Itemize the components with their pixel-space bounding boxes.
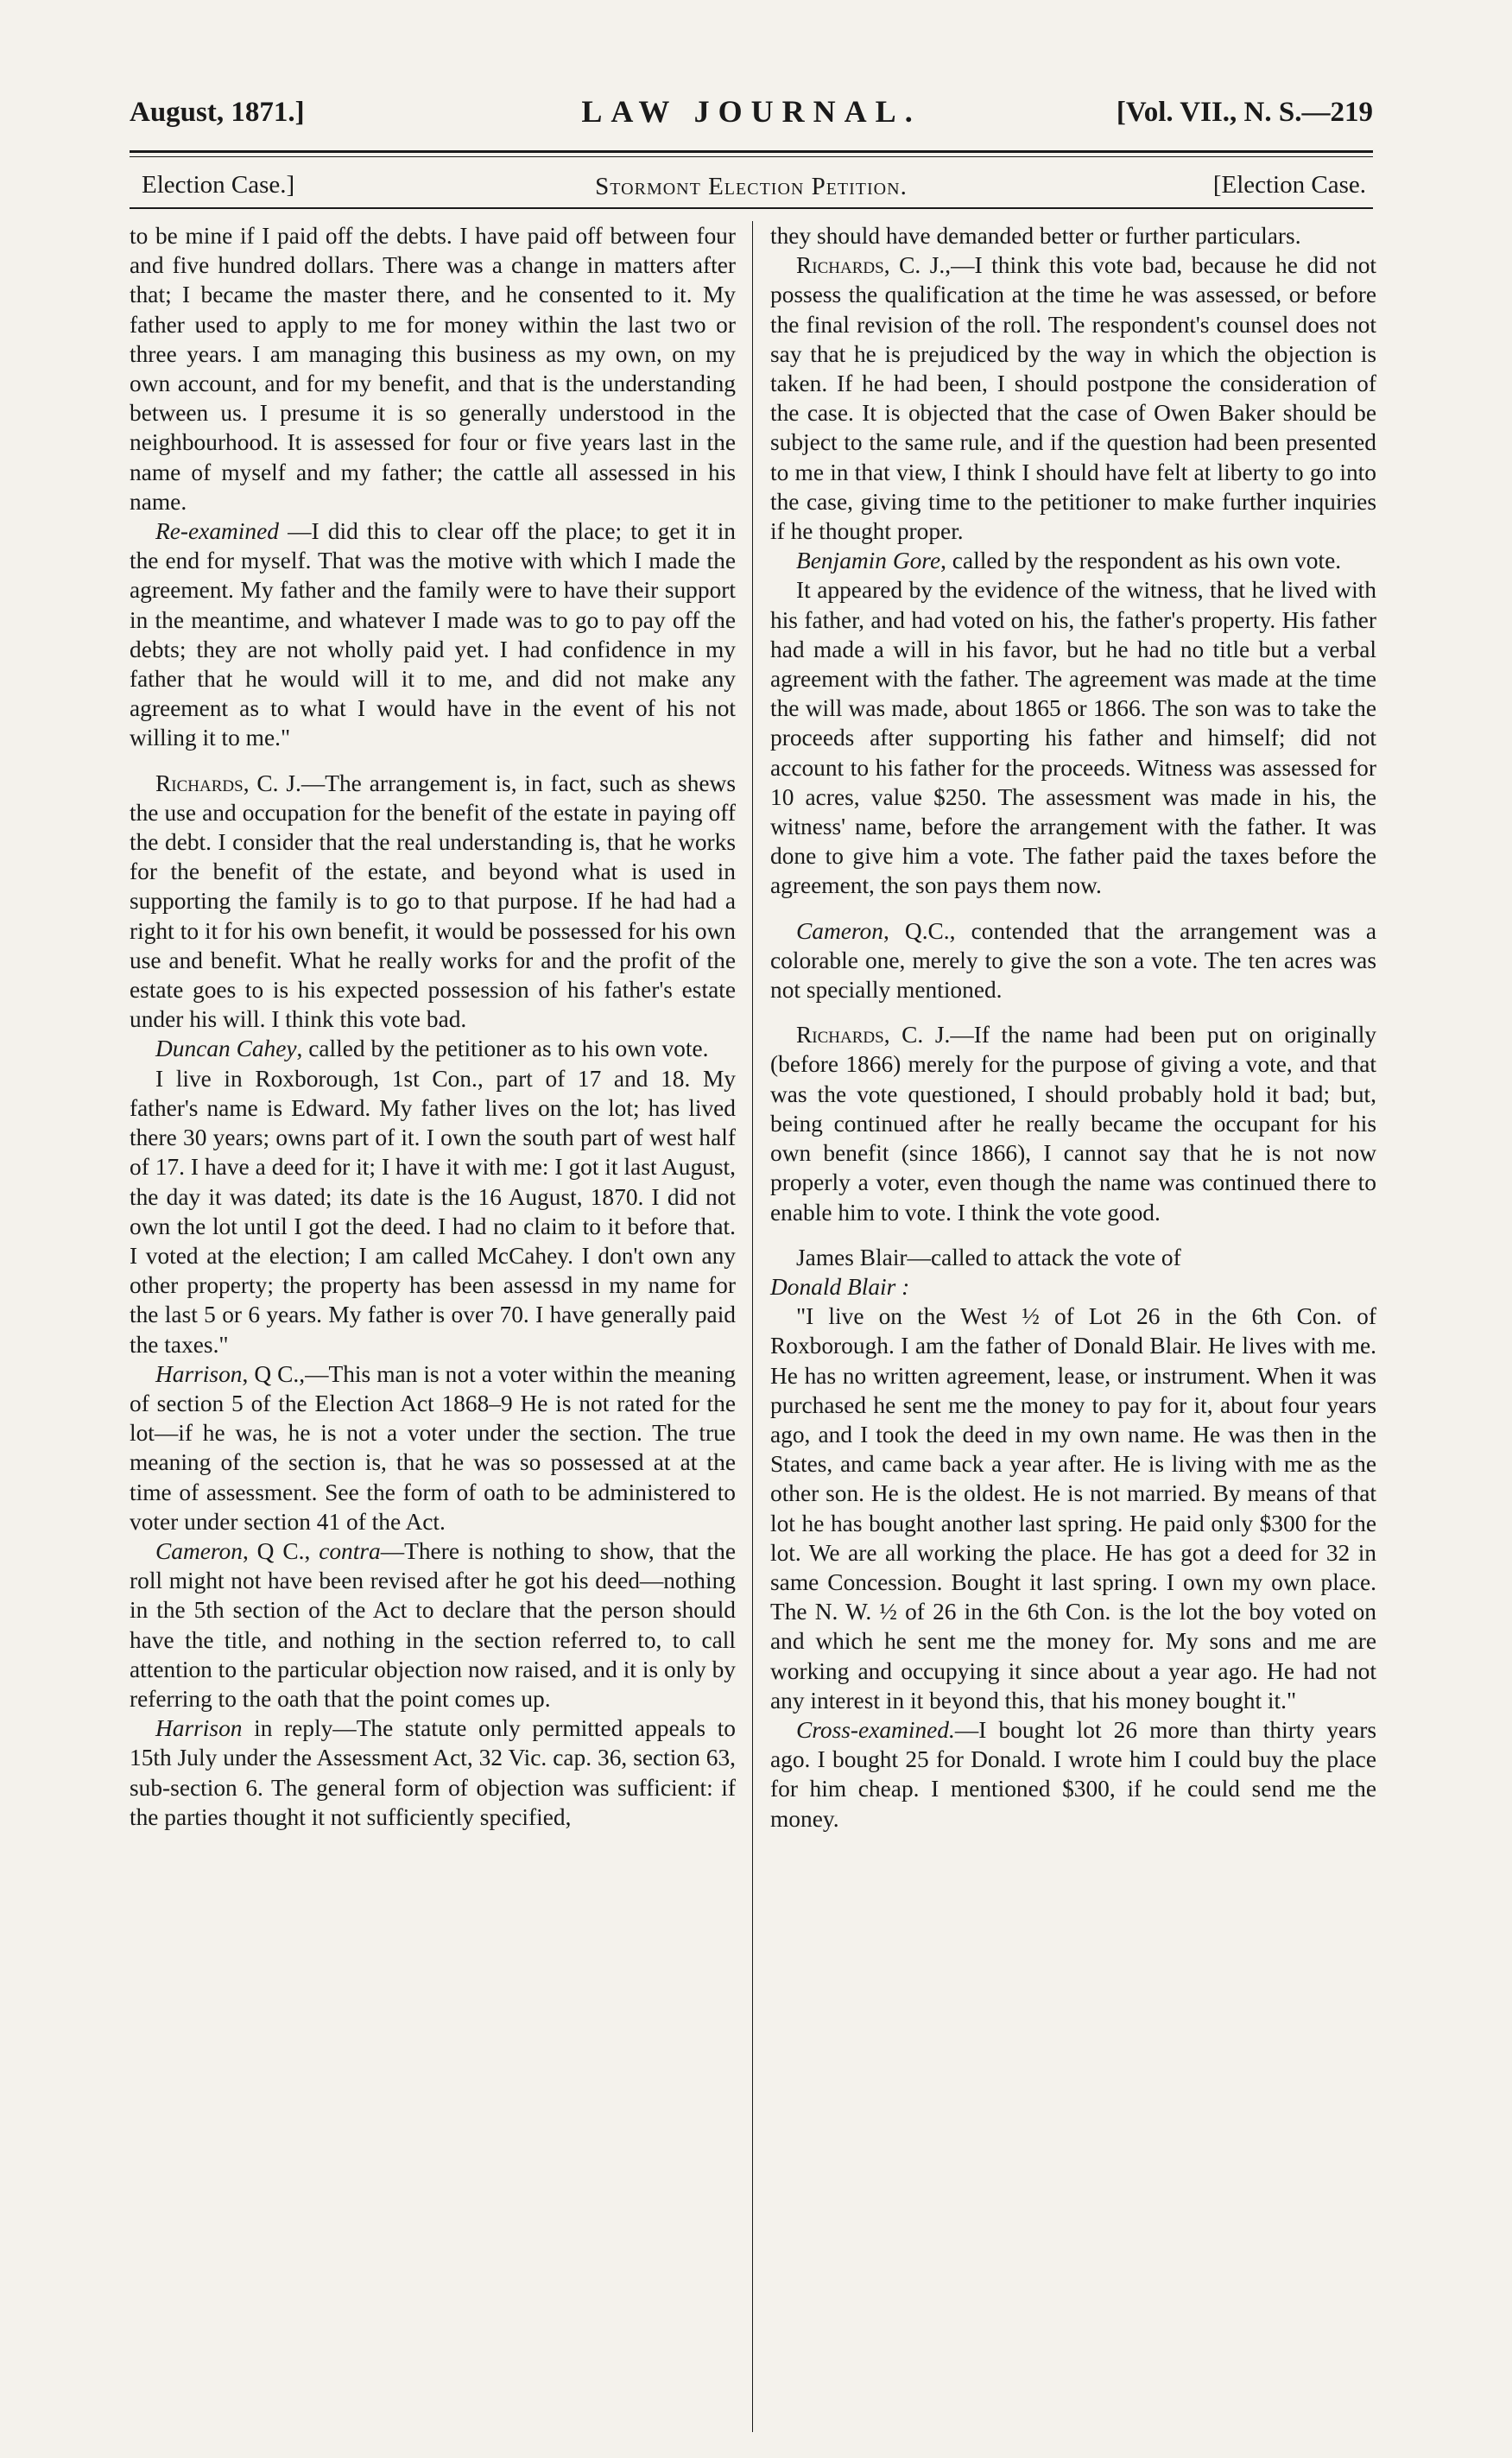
paragraph xyxy=(130,1714,736,1832)
paragraph-text: —I bought lot 26 more than thirty years ago. I bought 25 for Donald. I wrote him I could buy the place for him cheap. I mentioned $300, if he could send me the money. xyxy=(770,1716,1376,1832)
speaker-name: Cross-examined. xyxy=(796,1716,955,1743)
paragraph xyxy=(770,1243,1376,1272)
paragraph xyxy=(130,769,736,1035)
volume-page: [Vol. VII., N. S.—219 xyxy=(1116,97,1373,128)
paragraph xyxy=(770,221,1376,250)
paragraph-text: I live in Roxborough, 1st Con., part of 17 and 18. My father's name is Edward. My father lives on the lot; has lived there 30 years; owns part of it. I own the south part of west half of 17. I have a deed for it; I have it with me: I got it last August, the day it was dated; its date is the 16 August, 1870. I did not own the lot until I got the deed. I had no claim to it before that. I voted at the election; I am called McCahey. I don't own any other property; the property has been assessd in my name for the last 5 or 6 years. My father is over 70. I have generally paid the taxes." xyxy=(130,1065,736,1358)
paragraph-text: , called by the respondent as his own vote. xyxy=(940,548,1342,574)
paragraph-text: to be mine if I paid off the debts. I have paid off between four and five hundred dollars. There was a change in matters after that; I became the master there, and he consented to it. My father used to apply to me for money within the last two or three years. I am managing this business as my own, on my own account, and for my benefit, and that is the understanding between us. I presume it is so generally understood in the neighbourhood. It is assessed for four or five years last in the name of myself and my father; the cattle all assessed in his name. xyxy=(130,223,736,515)
right-column xyxy=(770,221,1376,1834)
paragraph-text: "I live on the West ½ of Lot 26 in the 6th Con. of Roxborough. I am the father of Donald Blair. He lives with me. He has no written agreement, lease, or instrument. When it was purchased he sent me the money to pay for it, about four years ago, and I took the deed in my own name. He was then in the States, and came back a year after. He is living with me as the other son. He is the oldest. He is not married. By means of that lot he has bought another last spring. He paid only $300 for the lot. We are all working the place. He has got a deed for 32 in same Concession. Bought it last spring. I own my own place. The N. W. ½ of 26 in the 6th Con. is the lot the boy voted on and which he sent me the money for. My sons and me are working and occupying it since about a year ago. He had not any interest in it beyond this, that his money bought it." xyxy=(770,1303,1376,1714)
left-column xyxy=(130,221,736,1832)
speaker-name: Re-examined xyxy=(155,518,279,545)
section-right: [Election Case. xyxy=(1212,171,1366,199)
paragraph xyxy=(770,575,1376,900)
issue-date: August, 1871.] xyxy=(130,97,305,128)
paragraph xyxy=(770,1272,1376,1302)
speaker-name: Richards xyxy=(796,252,884,279)
paragraph-text: , C. J.,—I think this vote bad, because he did not possess the qualification at the time he was assessed, or before the final revision of the roll. The respondent's counsel does not say that he is prejudiced by the way in which the objection is taken. If he had been, I should postpone the consideration of the case. It is objected that the case of Owen Baker should be subject to the same rule, and if the question had been presented to me in that view, I think I should have felt at liberty to go into the case, giving time to the petitioner to make further inquiries if he thought proper. xyxy=(770,252,1376,545)
speaker-role: contra xyxy=(319,1537,381,1564)
header-rule-thin xyxy=(130,156,1373,157)
paragraph xyxy=(130,1536,736,1714)
running-header xyxy=(130,93,1373,138)
paragraph xyxy=(770,1020,1376,1226)
speaker-name: Harrison xyxy=(155,1360,243,1387)
paragraph-text: , called by the petitioner as to his own vote. xyxy=(296,1036,709,1062)
speaker-name: Donald Blair : xyxy=(770,1273,910,1300)
paragraph-text: , Q.C., contended that the arrangement was a colorable one, merely to give the son a vote. The ten acres was not specially mentioned. xyxy=(770,917,1376,1004)
journal-title: LAW JOURNAL. xyxy=(581,94,921,129)
case-header-rule xyxy=(130,207,1373,209)
paragraph xyxy=(770,250,1376,546)
paragraph-text: It appeared by the evidence of the witness, that he lived with his father, and had voted on his, the father's property. His father had made a will in his favor, but he had no title but a verbal agreement with the father. The agreement was made at the time the will was made, about 1865 or 1866. The son was to take the proceeds after supporting his father and himself; did not account to his father for the proceeds. Witness was assessed for 10 acres, value $250. The assessment was made in his, the witness' name, before the arrangement with the father. It was done to give him a vote. The father paid the taxes before the agreement, the son pays them now. xyxy=(770,577,1376,899)
paragraph xyxy=(770,1715,1376,1834)
paragraph-text: they should have demanded better or further particulars. xyxy=(770,223,1301,249)
paragraph-text: —There is nothing to show, that the roll might not have been revised after he got his deed—nothing in the 5th section of the Act to declare that the person should have the title, and nothing in the section referred to, to call attention to the particular objection now raised, and it is only by referring to the oath that the point comes up. xyxy=(130,1537,737,1712)
speaker-title: , Q C., xyxy=(242,1537,319,1564)
paragraph xyxy=(770,1302,1376,1715)
paragraph-text: , C. J.—If the name had been put on originally (before 1866) merely for the purpose of giving a vote, and that was the vote questioned, I should probably hold it bad; but, being continued after he really became the occupant for his own benefit (since 1866), I cannot say that he is not now properly a voter, even though the name was continued there to enable him to vote. I think the vote good. xyxy=(770,1022,1376,1226)
paragraph-text: in reply—The statute only permitted appeals to 15th July under the Assessment Act, 32 Vic. cap. 36, section 63, sub-section 6. The general form of objection was sufficient: if the parties thought it not sufficiently specified, xyxy=(130,1715,736,1830)
text-columns xyxy=(130,221,1376,2449)
case-title: Stormont Election Petition. xyxy=(595,173,908,200)
paragraph-text: , Q C.,—This man is not a voter within the meaning of section 5 of the Election Act 1868–9 He is not rated for the lot—if he was, he is not a voter under the section. The true meaning of the section is, that he was so possessed at at the time of assessment. See the form of oath to be administered to voter under section 41 of the Act. xyxy=(130,1360,736,1535)
paragraph xyxy=(130,1064,736,1359)
paragraph-text: —I did this to clear off the place; to get it in the end for myself. That was the motive with which I made the agreement. My father and the family were to have their support in the meantime, and whatever I made was to go to pay off the debts; they are not wholly paid yet. I had confidence in my father that he would will it to me, and did not make any agreement as to what I would have in the event of his not willing it to me." xyxy=(130,518,736,751)
paragraph-text: James Blair—called to attack the vote of xyxy=(796,1244,1181,1270)
paragraph xyxy=(130,1034,736,1063)
section-left: Election Case.] xyxy=(142,171,295,199)
paragraph xyxy=(130,221,736,516)
journal-page xyxy=(130,93,1376,2449)
speaker-name: Cameron xyxy=(155,1537,243,1564)
speaker-name: Duncan Cahey xyxy=(155,1036,297,1062)
speaker-name: Richards xyxy=(155,770,244,796)
speaker-name: Benjamin Gore xyxy=(796,548,941,574)
case-header xyxy=(130,164,1373,206)
header-rule xyxy=(130,150,1373,153)
paragraph-text: , C. J.—The arrangement is, in fact, such as shews the use and occupation for the benefit of the estate in paying off the debt. I consider that the real understanding is, that he works for the benefit of the estate, and beyond what is used in supporting the family is to go to that purpose. If he had had a right to it for his own benefit, it would be possessed for his own use and benefit. What he really works for and the profit of the estate goes to is his expected possession of his father's estate under his will. I think this vote bad. xyxy=(130,770,736,1033)
paragraph xyxy=(770,916,1376,1005)
speaker-name: Cameron xyxy=(796,917,883,944)
speaker-name: Richards xyxy=(796,1022,884,1048)
paragraph xyxy=(130,516,736,753)
column-divider xyxy=(752,221,753,2432)
paragraph xyxy=(770,546,1376,575)
speaker-name: Harrison xyxy=(155,1715,243,1742)
paragraph xyxy=(130,1359,736,1536)
